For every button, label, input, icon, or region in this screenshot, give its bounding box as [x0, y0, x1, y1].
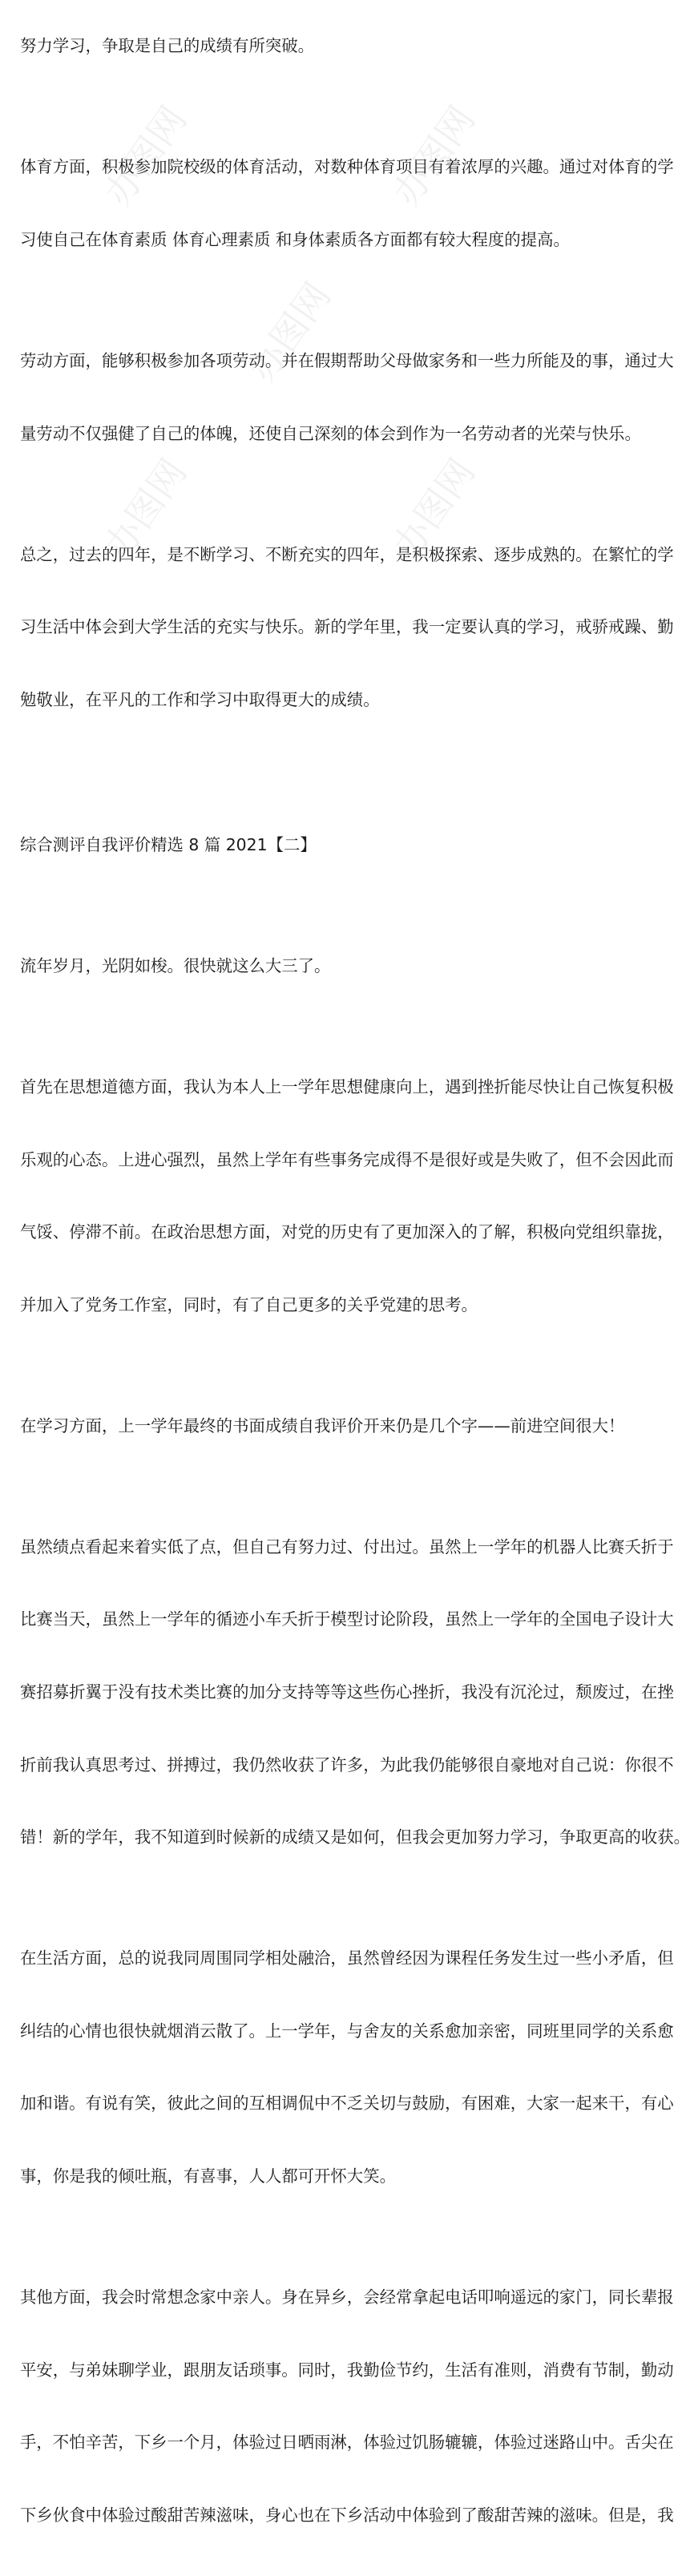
document-page: [20, 0, 690, 2576]
paragraph-other: 其他方面，我会时常想念家中亲人。身在异乡，会经常拿起电话叩响遥远的家门，同长辈报 平安，与弟妹聊学业，跟朋友话琐事。同时，我勤俭节约，生活有准则，消费有节制，勤动 手，不怕辛苦，下乡一个月，体验过日晒雨淋，体验过饥肠辘辘，体验过迷路山中。舌尖在 下乡伙食中体验过酸甜苦辣滋味，身心也在下乡活动中体验到了酸甜苦辣的滋味。但是，我: [20, 2287, 674, 2525]
paragraph-tail: 努力学习，争取是自己的成绩有所突破。: [20, 36, 315, 56]
paragraph-life: 在生活方面，总的说我同周围同学相处融洽，虽然曾经因为课程任务发生过一些小矛盾，但 纠结的心情也很快就烟消云散了。上一学年，与舍友的关系愈加亲密，同班里同学的关系愈 加和谐。有说有笑，彼此之间的互相调侃中不乏关切与鼓励，有困难，大家一起来干，有心 事，你是我的倾吐瓶，有喜事，人人都可开怀大笑。: [20, 1948, 674, 2186]
paragraph-morality: 首先在思想道德方面，我认为本人上一学年思想健康向上，遇到挫折能尽快让自己恢复积极 乐观的心态。上进心强烈，虽然上学年有些事务完成得不是很好或是失败了，但不会因此而 气馁、停滞不前。在政治思想方面，对党的历史有了更加深入的了解，积极向党组织靠拢， 并加入了党务工作室，同时，有了自己更多的关乎党建的思考。: [20, 1076, 674, 1314]
paragraph-summary: 总之，过去的四年，是不断学习、不断充实的四年，是积极探索、逐步成熟的。在繁忙的学 习生活中体会到大学生活的充实与快乐。新的学年里，我一定要认真的学习，戒骄戒躁、勤 勉敬业，在平凡的工作和学习中取得更大的成绩。: [20, 544, 674, 709]
paragraph-study: 在学习方面，上一学年最终的书面成绩自我评价开来仍是几个字——前进空间很大！: [20, 1415, 625, 1435]
watermark: 办图网: [95, 98, 196, 214]
watermark: 办图网: [240, 274, 340, 390]
paragraph-intro: 流年岁月，光阴如梭。很快就这么大三了。: [20, 955, 331, 975]
paragraph-gpa: 虽然绩点看起来着实低了点，但自己有努力过、付出过。虽然上一学年的机器人比赛夭折于 比赛当天，虽然上一学年的循迹小车夭折于模型讨论阶段，虽然上一学年的全国电子设计大 赛招募折翼于没有技术类比赛的加分支持等等这些伤心挫折，我没有沉沦过，颓废过，在挫 折前我认真思考过、拼搏过，我仍然收获了许多，为此我仍能够很自豪地对自己说：你很不 错！新的学年，我不知道到时候新的成绩又是如何，但我会更加努力学习，争取更高的收获。: [20, 1536, 690, 1847]
watermark: 办图网: [384, 450, 484, 567]
paragraph-sports: 体育方面，积极参加院校级的体育活动，对数种体育项目有着浓厚的兴趣。通过对体育的学 习使自己在体育素质 体育心理素质 和身体素质各方面都有较大程度的提高。: [20, 157, 674, 250]
watermark: 办图网: [95, 450, 196, 567]
section-title: 综合测评自我评价精选 8 篇 2021【二】: [20, 834, 317, 854]
watermark: 办图网: [384, 98, 484, 214]
paragraph-labor: 劳动方面，能够积极参加各项劳动。并在假期帮助父母做家务和一些力所能及的事，通过大 量劳动不仅强健了自己的体魄，还使自己深刻的体会到作为一名劳动者的光荣与快乐。: [20, 351, 674, 443]
section-gap: [20, 761, 629, 785]
